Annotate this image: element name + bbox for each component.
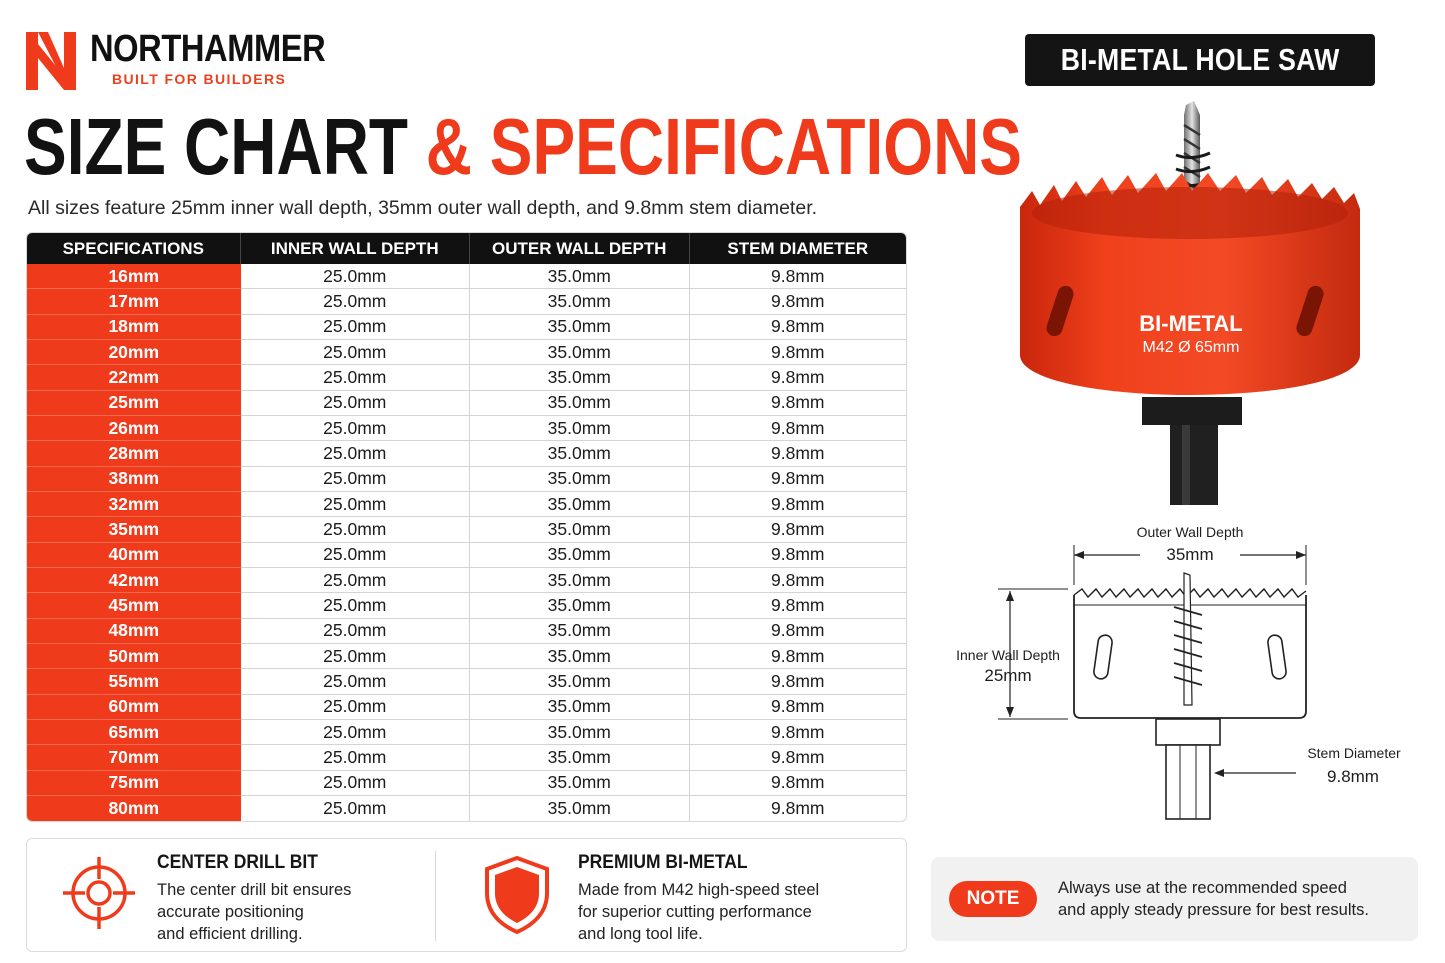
cell-outer-wall-depth: 35.0mm: [470, 720, 690, 745]
title-part-specifications: & SPECIFICATIONS: [425, 102, 1022, 191]
cell-specification: 35mm: [27, 517, 241, 542]
cell-specification: 28mm: [27, 441, 241, 466]
size-chart-table: [26, 232, 907, 822]
crosshair-icon: [61, 855, 137, 931]
cell-stem-diameter: 9.8mm: [690, 315, 907, 340]
title-part-size-chart: SIZE CHART: [24, 102, 408, 191]
table-row: [27, 593, 906, 618]
outer-wall-depth-label: Outer Wall Depth: [1136, 524, 1244, 540]
brand-name: NORTHAMMER: [90, 28, 326, 70]
cell-stem-diameter: 9.8mm: [690, 467, 907, 492]
cell-stem-diameter: 9.8mm: [690, 289, 907, 314]
cell-outer-wall-depth: 35.0mm: [470, 264, 690, 289]
cell-outer-wall-depth: 35.0mm: [470, 492, 690, 517]
note-box: [931, 857, 1418, 941]
cell-outer-wall-depth: 35.0mm: [470, 745, 690, 770]
cell-stem-diameter: 9.8mm: [690, 391, 907, 416]
cell-specification: 25mm: [27, 391, 241, 416]
header-specifications: SPECIFICATIONS: [27, 233, 241, 264]
cell-inner-wall-depth: 25.0mm: [241, 695, 470, 720]
table-row: [27, 568, 906, 593]
table-row: [27, 771, 906, 796]
cell-specification: 55mm: [27, 669, 241, 694]
features-divider: [435, 851, 436, 941]
header-outer-wall-depth: OUTER WALL DEPTH: [470, 233, 690, 264]
cell-stem-diameter: 9.8mm: [690, 517, 907, 542]
northammer-logo-icon: [26, 24, 76, 90]
feature-description: Made from M42 high-speed steel for superior cutting performance and long tool life.: [578, 881, 820, 943]
cell-inner-wall-depth: 25.0mm: [241, 669, 470, 694]
table-row: [27, 340, 906, 365]
cell-specification: 70mm: [27, 745, 241, 770]
table-body: [27, 264, 906, 821]
inner-wall-depth-label: Inner Wall Depth: [956, 647, 1060, 663]
cell-stem-diameter: 9.8mm: [690, 619, 907, 644]
cell-inner-wall-depth: 25.0mm: [241, 543, 470, 568]
cell-outer-wall-depth: 35.0mm: [470, 619, 690, 644]
table-row: [27, 315, 906, 340]
hole-saw-product-image: [1010, 95, 1370, 515]
table-row: [27, 391, 906, 416]
cell-outer-wall-depth: 35.0mm: [470, 543, 690, 568]
cell-specification: 16mm: [27, 264, 241, 289]
feature-description: The center drill bit ensures accurate positioning and efficient drilling.: [157, 881, 352, 943]
cell-stem-diameter: 9.8mm: [771, 798, 825, 819]
cell-stem-diameter: 9.8mm: [690, 492, 907, 517]
cell-outer-wall-depth: 35.0mm: [470, 644, 690, 669]
cell-stem-diameter: 9.8mm: [690, 669, 907, 694]
product-body-sublabel: M42 Ø 65mm: [1142, 339, 1240, 356]
cell-outer-wall-depth: 35.0mm: [470, 416, 690, 441]
cell-specification: 65mm: [27, 720, 241, 745]
cell-inner-wall-depth: 25.0mm: [241, 289, 470, 314]
stem-diameter-label: Stem Diameter: [1307, 745, 1401, 761]
cell-stem-diameter: 9.8mm: [690, 644, 907, 669]
cell-stem-diameter: 9.8mm: [690, 695, 907, 720]
stem-diameter-value: 9.8mm: [1327, 767, 1379, 786]
cell-outer-wall-depth: 35.0mm: [470, 340, 690, 365]
cell-inner-wall-depth: 25.0mm: [241, 568, 470, 593]
cell-specification: 45mm: [27, 593, 241, 618]
cell-inner-wall-depth: 25.0mm: [241, 441, 470, 466]
cell-stem-diameter: 9.8mm: [690, 340, 907, 365]
cell-specification: 50mm: [27, 644, 241, 669]
cell-specification: 75mm: [27, 771, 241, 796]
table-header-row: [27, 233, 906, 264]
cell-inner-wall-depth: 25.0mm: [241, 467, 470, 492]
feature-premium-bi-metal: [447, 839, 907, 951]
cell-stem-diameter: 9.8mm: [690, 745, 907, 770]
cell-stem-diameter: 9.8mm: [690, 543, 907, 568]
cell-stem-diameter: 9.8mm: [690, 441, 907, 466]
cell-specification: 60mm: [27, 695, 241, 720]
cell-stem-diameter: 9.8mm: [690, 720, 907, 745]
feature-title: PREMIUM BI-METAL: [578, 852, 748, 873]
page-title: [24, 104, 1022, 190]
cell-specification: 32mm: [27, 492, 241, 517]
cell-outer-wall-depth: 35.0mm: [470, 289, 690, 314]
table-row: [27, 695, 906, 720]
table-row: [27, 745, 906, 770]
cell-outer-wall-depth: 35.0mm: [470, 796, 690, 821]
table-row: [27, 441, 906, 466]
features-card: [26, 838, 907, 952]
cell-outer-wall-depth: 35.0mm: [470, 315, 690, 340]
cell-specification: 20mm: [27, 340, 241, 365]
cell-inner-wall-depth: 25.0mm: [241, 416, 470, 441]
table-row: [27, 467, 906, 492]
cell-stem-diameter: 9.8mm: [690, 771, 907, 796]
table-row: [27, 289, 906, 314]
note-text: Always use at the recommended speed and apply steady pressure for best results.: [1058, 879, 1369, 919]
cell-specification: 22mm: [27, 365, 241, 390]
table-row: [27, 619, 906, 644]
cell-inner-wall-depth: 25.0mm: [241, 771, 470, 796]
table-row: [27, 796, 906, 821]
cell-stem-diameter: 9.8mm: [690, 568, 907, 593]
page-subtitle: All sizes feature 25mm inner wall depth, 35mm outer wall depth, and 9.8mm stem diameter.: [28, 197, 818, 219]
cell-inner-wall-depth: 25.0mm: [241, 720, 470, 745]
note-label: NOTE: [949, 881, 1037, 917]
cell-inner-wall-depth: 25.0mm: [241, 644, 470, 669]
table-row: [27, 720, 906, 745]
cell-specification: 38mm: [27, 467, 241, 492]
header-inner-wall-depth: INNER WALL DEPTH: [241, 233, 470, 264]
cell-inner-wall-depth: 25.0mm: [241, 365, 470, 390]
product-badge: [1025, 34, 1375, 86]
cell-outer-wall-depth: 35.0mm: [470, 771, 690, 796]
feature-center-drill-bit: [27, 839, 435, 951]
product-badge-label: BI-METAL HOLE SAW: [1060, 42, 1340, 77]
brand-header: [26, 24, 326, 90]
shield-icon: [481, 855, 553, 935]
cell-inner-wall-depth: 25.0mm: [241, 264, 470, 289]
outer-wall-depth-value: 35mm: [1140, 545, 1240, 565]
table-row: [27, 543, 906, 568]
cell-inner-wall-depth: 25.0mm: [241, 796, 470, 821]
cell-stem-diameter: 9.8mm: [690, 264, 907, 289]
cell-specification: 42mm: [27, 568, 241, 593]
cell-outer-wall-depth: 35.0mm: [470, 441, 690, 466]
cell-outer-wall-depth: 35.0mm: [470, 695, 690, 720]
header-stem-diameter: STEM DIAMETER: [727, 238, 869, 258]
cell-specification: 17mm: [27, 289, 241, 314]
brand-tagline: BUILT FOR BUILDERS: [112, 71, 287, 87]
table-row: [27, 365, 906, 390]
table-row: [27, 264, 906, 289]
cell-outer-wall-depth: 35.0mm: [470, 568, 690, 593]
cell-inner-wall-depth: 25.0mm: [241, 340, 470, 365]
cell-specification: 18mm: [27, 315, 241, 340]
cell-inner-wall-depth: 25.0mm: [241, 593, 470, 618]
cell-inner-wall-depth: 25.0mm: [241, 745, 470, 770]
cell-specification: 48mm: [27, 619, 241, 644]
cell-outer-wall-depth: 35.0mm: [470, 593, 690, 618]
cell-outer-wall-depth: 35.0mm: [470, 365, 690, 390]
cell-stem-diameter: 9.8mm: [690, 365, 907, 390]
cell-outer-wall-depth: 35.0mm: [470, 517, 690, 542]
product-body-label: BI-METAL: [1139, 311, 1243, 336]
cell-inner-wall-depth: 25.0mm: [241, 619, 470, 644]
cell-specification: 26mm: [27, 416, 241, 441]
cell-stem-diameter: 9.8mm: [690, 593, 907, 618]
table-row: [27, 669, 906, 694]
cell-outer-wall-depth: 35.0mm: [470, 391, 690, 416]
table-row: [27, 492, 906, 517]
cell-inner-wall-depth: 25.0mm: [241, 315, 470, 340]
table-row: [27, 416, 906, 441]
inner-wall-depth-value: 25mm: [984, 666, 1032, 685]
feature-title: CENTER DRILL BIT: [157, 852, 318, 873]
cell-stem-diameter: 9.8mm: [690, 416, 907, 441]
cell-specification: 40mm: [27, 543, 241, 568]
cell-specification: 80mm: [27, 796, 241, 821]
cell-outer-wall-depth: 35.0mm: [470, 467, 690, 492]
cell-inner-wall-depth: 25.0mm: [241, 391, 470, 416]
table-row: [27, 517, 906, 542]
table-row: [27, 644, 906, 669]
cell-inner-wall-depth: 25.0mm: [241, 492, 470, 517]
cell-outer-wall-depth: 35.0mm: [470, 669, 690, 694]
cell-inner-wall-depth: 25.0mm: [241, 517, 470, 542]
